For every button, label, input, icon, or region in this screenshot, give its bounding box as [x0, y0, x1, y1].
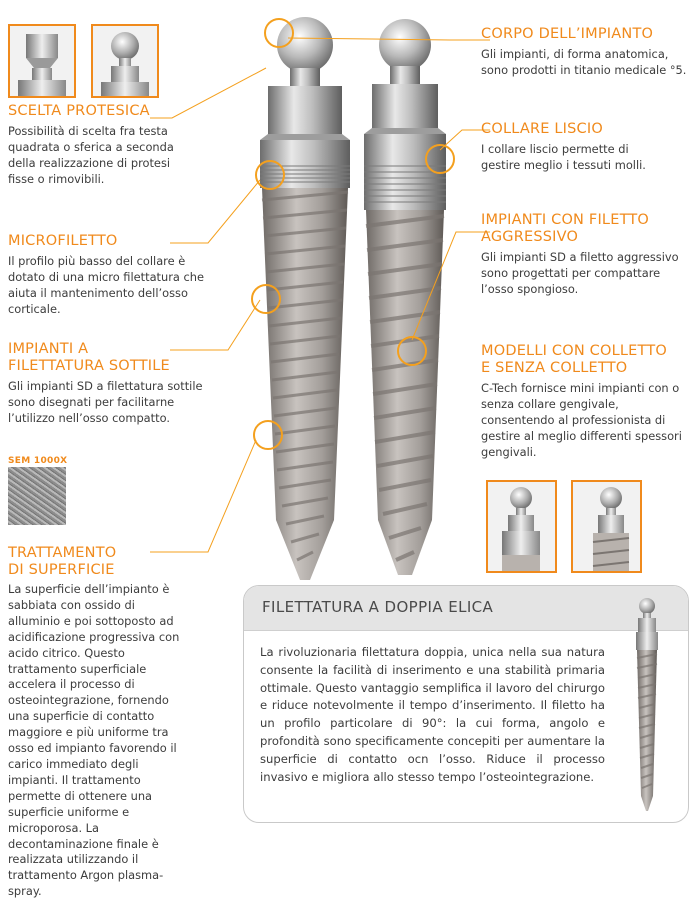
modelli-title-2: E SENZA COLLETTO: [481, 360, 628, 376]
collar-model-thumbnail: [486, 480, 557, 573]
section-corpo: [481, 26, 696, 78]
modelli-text: C-Tech fornisce mini impianti con o senza collare gengivale, consentendo al professionista di gestire al meglio differenti spessori gengivali.: [481, 381, 682, 459]
section-collare: [481, 121, 671, 173]
square-head-illustration: [10, 26, 74, 96]
sottile-text: Gli impianti SD a filettatura sottile sono disegnati per facilitarne l’utilizzo nell’osso compatto.: [8, 379, 203, 425]
ball-head-thumbnail: [91, 24, 159, 98]
sottile-title-2: FILETTATURA SOTTILE: [8, 358, 170, 374]
callout-aggressive: [397, 336, 427, 366]
double-helix-text: La rivoluzionaria filettatura doppia, unica nella sua natura consente la facilità di inserimento e una stabilità primaria ottimale. Questo vantaggio semplifica il lavoro del chirurgo e riduce notevolmente il tempo d’inserimento. Il filetto ha un profilo particolare di 90°: la cui forma, angolo e profondità sono specificamente concepiti per aumentare la superficie di contatto ocn l’osso. Riduce il processo invasivo e migliora allo stesso tempo l’osteointegrazione.: [260, 645, 605, 784]
implants-illustration: [150, 0, 490, 590]
callout-head: [264, 18, 294, 48]
scelta-text: Possibilità di scelta fra testa quadrata o sferica a seconda della realizzazione di protesi fisse o rimovibili.: [8, 124, 174, 186]
microfiletto-text: Il profilo più basso del collare è dotato di una micro filettatura che aiuta il mantenimento dell’osso corticale.: [8, 254, 205, 316]
double-helix-title: FILETTATURA A DOPPIA ELICA: [262, 598, 494, 616]
microfiletto-title: MICROFILETTO: [8, 233, 118, 249]
trattamento-title-2: DI SUPERFICIE: [8, 562, 115, 578]
section-trattamento: [8, 545, 188, 900]
modelli-title-1: MODELLI CON COLLETTO: [481, 343, 668, 359]
corpo-text: Gli impianti, di forma anatomica, sono prodotti in titanio medicale °5.: [481, 47, 687, 77]
aggressivo-text: Gli impianti SD a filetto aggressivo sono progettati per compattare l’osso spongioso.: [481, 250, 679, 296]
callout-surface: [253, 420, 283, 450]
collare-title: COLLARE LISCIO: [481, 121, 603, 137]
no-collar-model-thumbnail: [571, 480, 642, 573]
sottile-title-1: IMPIANTI A: [8, 341, 89, 357]
double-helix-panel: [243, 585, 689, 823]
callout-collar: [425, 144, 455, 174]
trattamento-title-1: TRATTAMENTO: [8, 545, 117, 561]
aggressivo-title-2: AGGRESSIVO: [481, 229, 579, 245]
ball-head-illustration: [93, 26, 157, 96]
scelta-title: SCELTA PROTESICA: [8, 103, 150, 119]
sem-surface-image: [8, 467, 66, 525]
section-modelli: [481, 343, 686, 460]
section-aggressivo: [481, 212, 686, 297]
callout-microthread: [255, 160, 285, 190]
double-helix-implant-illustration: [622, 596, 672, 818]
trattamento-text: La superficie dell’impianto è sabbiata con ossido di alluminio e poi sottoposto ad acidificazione progressiva con acido citrico. Questo trattamento superficiale accelera il processo di osteointegrazione, fornendo una superficie di contatto maggiore e più uniforme tra osso ed impianto favorendo il carico immediato degli impianti. Il trattamento permette di ottenere una superficie uniforme e microporosa. La decontaminazione finale è realizzata utilizzando il trattamento Argon plasma-spray.: [8, 582, 180, 899]
no-collar-model-illustration: [573, 482, 640, 571]
sem-label: SEM 1000X: [8, 456, 68, 466]
aggressivo-title-1: IMPIANTI CON FILETTO: [481, 212, 650, 228]
right-implant: [364, 19, 446, 575]
callout-thin-thread: [251, 284, 281, 314]
collare-text: I collare liscio permette di gestire meglio i tessuti molli.: [481, 142, 646, 172]
collar-model-illustration: [488, 482, 555, 571]
square-head-thumbnail: [8, 24, 76, 98]
corpo-title: CORPO DELL’IMPIANTO: [481, 26, 654, 42]
